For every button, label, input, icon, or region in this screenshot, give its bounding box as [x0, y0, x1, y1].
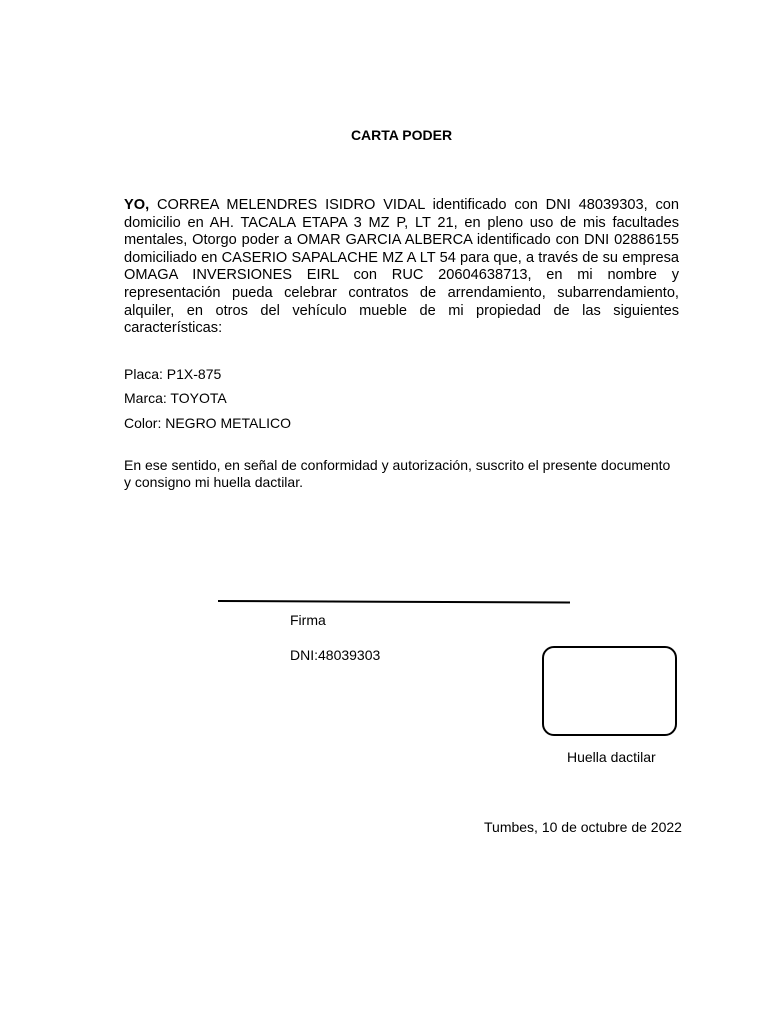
signature-line	[218, 600, 570, 604]
fingerprint-label: Huella dactilar	[567, 749, 656, 765]
signature-label: Firma	[290, 612, 326, 628]
fingerprint-box	[542, 646, 677, 736]
signature-dni: DNI:48039303	[290, 647, 381, 663]
vehicle-color: Color: NEGRO METALICO	[124, 415, 291, 431]
intro-bold: YO,	[124, 197, 150, 213]
place-date: Tumbes, 10 de octubre de 2022	[484, 819, 682, 835]
document-title: CARTA PODER	[350, 127, 453, 143]
grant-paragraph	[124, 197, 679, 338]
grant-text: CORREA MELENDRES ISIDRO VIDAL identificado con DNI 48039303, con domicilio en AH. TACALA ETAPA 3 MZ P, LT 21, en pleno uso de mis facultades mentales, Otorgo poder a OMAR GARCIA ALBERCA identificado con DNI 02886155 domiciliado en CASERIO SAPALACHE MZ A LT 54 para que, a través de su empresa OMAGA INVERSIONES EIRL con RUC 20604638713, en mi nombre y representación pueda celebrar contratos de arrendamiento, subarrendamiento, alquiler, en otros del vehículo mueble de mi propiedad de las siguientes características:	[124, 197, 679, 337]
vehicle-plate: Placa: P1X-875	[124, 366, 222, 382]
vehicle-brand: Marca: TOYOTA	[124, 390, 227, 406]
closing-paragraph: En ese sentido, en señal de conformidad y autorización, suscrito el presente documento y consigno mi huella dactilar.	[124, 457, 671, 490]
